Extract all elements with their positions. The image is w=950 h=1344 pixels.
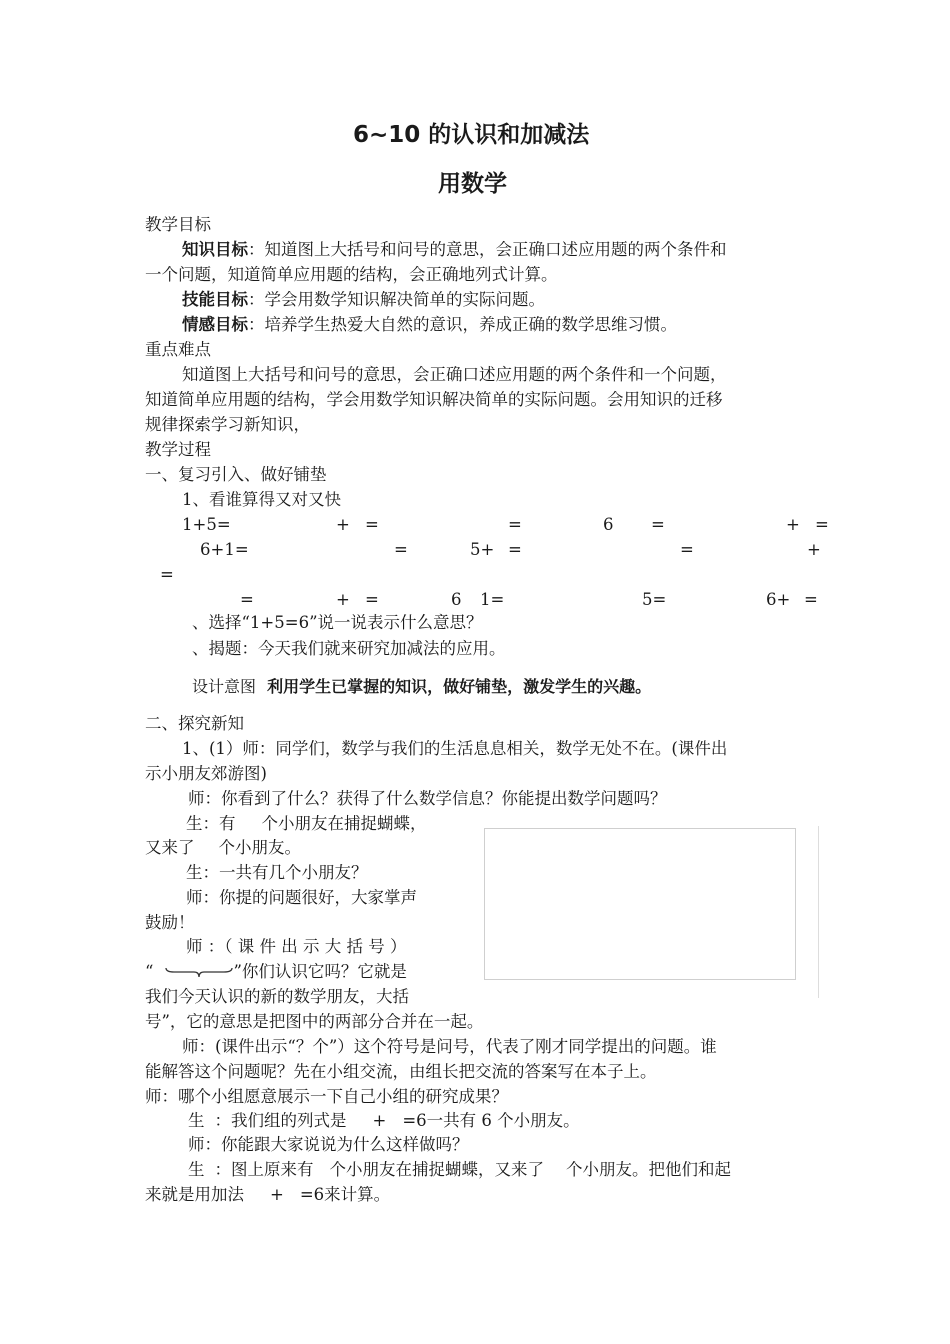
math-token: = <box>365 590 379 609</box>
paragraph-line: 示小朋友郊游图) <box>145 764 267 783</box>
math-token: 1+5= <box>182 515 231 534</box>
text: ：图上原来有 <box>214 1160 314 1179</box>
paragraph-line <box>186 816 427 833</box>
text: 又来了 <box>145 838 195 857</box>
math-token: 6 <box>603 515 614 534</box>
text: =6来计算。 <box>299 1185 391 1204</box>
math-token: 1= <box>480 590 505 609</box>
text: ”你们认识它吗？它就是 <box>233 962 407 981</box>
label-skill-goal: 技能目标 <box>182 290 248 309</box>
paragraph-line: 1、(1）师：同学们，数学与我们的生活息息相关，数学无处不在。(课件出 <box>182 739 728 758</box>
paragraph-line: 师 ：（ 课 件 出 示 大 括 号 ） <box>186 937 407 956</box>
math-token: = <box>365 515 379 534</box>
section-heading-process: 教学过程 <box>145 440 211 459</box>
paragraph-line: 师：你看到了什么？获得了什么数学信息？你能提出数学问题吗？ <box>188 789 667 808</box>
design-intent <box>192 679 651 695</box>
math-token: + <box>786 515 800 534</box>
math-token: + <box>807 540 821 559</box>
page-subtitle: 用数学 <box>438 171 507 197</box>
text: 来就是用加法 <box>145 1185 244 1204</box>
paragraph-line: 1、看谁算得又对又快 <box>182 490 341 509</box>
math-token: + <box>336 590 350 609</box>
paragraph-line <box>188 1113 580 1130</box>
design-intent-text: 利用学生已掌握的知识，做好铺垫，激发学生的兴趣。 <box>267 677 652 696</box>
paragraph-line: 我们今天认识的新的数学朋友，大括 <box>145 987 409 1006</box>
paragraph-line: 能解答这个问题呢？先在小组交流，由组长把交流的答案写在本子上。 <box>145 1062 657 1081</box>
paragraph-line <box>145 840 301 857</box>
paragraph-line <box>145 1187 390 1204</box>
text: =6一共有 6 个小朋友。 <box>402 1111 580 1130</box>
text: 个小朋友。 <box>218 838 301 857</box>
text: ：知道图上大括号和问号的意思，会正确口述应用题的两个条件和 <box>248 240 727 259</box>
text: ：学会用数学知识解决简单的实际问题。 <box>248 290 545 309</box>
math-token: 6+ <box>766 590 791 609</box>
paragraph-line: 、揭题：今天我们就来研究加减法的应用。 <box>192 639 506 658</box>
paragraph-line: 鼓励！ <box>145 913 195 932</box>
paragraph-line: 、选择“1+5=6”说一说表示什么意思？ <box>192 613 483 632</box>
text: 生 <box>188 1160 205 1179</box>
section-heading-explore: 二、探究新知 <box>145 714 244 733</box>
math-token: = <box>160 565 174 584</box>
paragraph-line <box>182 292 545 309</box>
label-knowledge-goal: 知识目标 <box>182 240 248 259</box>
math-token: = <box>508 540 522 559</box>
text: ：培养学生热爱大自然的意识，养成正确的数学思维习惯。 <box>248 315 677 334</box>
paragraph-line: 师：(课件出示“？个”）这个符号是问号，代表了刚才同学提出的问题。谁 <box>182 1037 717 1056</box>
paragraph-line <box>182 317 677 334</box>
section-heading-key-points: 重点难点 <box>145 340 211 359</box>
divider-line <box>818 826 819 998</box>
text: “ <box>145 962 154 981</box>
math-token: 6+1= <box>200 540 249 559</box>
text: + <box>372 1111 387 1130</box>
paragraph-line <box>188 1162 731 1179</box>
math-token: = <box>680 540 694 559</box>
math-token: 5+ <box>470 540 495 559</box>
math-token: = <box>394 540 408 559</box>
math-token: + <box>336 515 350 534</box>
math-token: = <box>508 515 522 534</box>
math-token: 5= <box>642 590 667 609</box>
image-placeholder-frame <box>484 828 796 980</box>
page-title: 6~10 的认识和加减法 <box>353 122 590 148</box>
paragraph-line: 一、复习引入、做好铺垫 <box>145 465 327 484</box>
paragraph-line: 师：哪个小组愿意展示一下自己小组的研究成果？ <box>145 1087 508 1106</box>
label-emotion-goal: 情感目标 <box>182 315 248 334</box>
text: ：我们组的列式是 <box>214 1111 347 1130</box>
text: 生：有 <box>186 814 236 833</box>
math-token: 6 <box>451 590 462 609</box>
paragraph-line: 师：你能跟大家说说为什么这样做吗？ <box>188 1135 469 1154</box>
math-token: = <box>651 515 665 534</box>
text: 个小朋友在捕捉蝴蝶，又来了 <box>329 1160 544 1179</box>
math-token: = <box>815 515 829 534</box>
text: 个小朋友在捕捉蝴蝶， <box>261 814 427 833</box>
text: + <box>270 1185 284 1204</box>
curly-brace-icon <box>164 966 234 978</box>
paragraph-line <box>182 242 727 259</box>
math-token: = <box>804 590 818 609</box>
section-heading-objectives: 教学目标 <box>145 215 211 234</box>
paragraph-line: 规律探索学习新知识， <box>145 415 310 434</box>
text: 个小朋友。把他们和起 <box>566 1160 731 1179</box>
paragraph-line: 知道简单应用题的结构，学会用数学知识解决简单的实际问题。会用知识的迁移 <box>145 390 723 409</box>
paragraph-line: 师：你提的问题很好，大家掌声 <box>186 888 417 907</box>
math-token: = <box>240 590 254 609</box>
paragraph-line: 号”，它的意思是把图中的两部分合并在一起。 <box>145 1012 484 1031</box>
text: 生 <box>188 1111 205 1130</box>
paragraph-line: 一个问题，知道简单应用题的结构，会正确地列式计算。 <box>145 265 558 284</box>
paragraph-line: 知道图上大括号和问号的意思，会正确口述应用题的两个条件和一个问题， <box>182 365 727 384</box>
design-intent-label: 设计意图 <box>192 677 257 696</box>
paragraph-line: 生：一共有几个小朋友？ <box>186 863 368 882</box>
